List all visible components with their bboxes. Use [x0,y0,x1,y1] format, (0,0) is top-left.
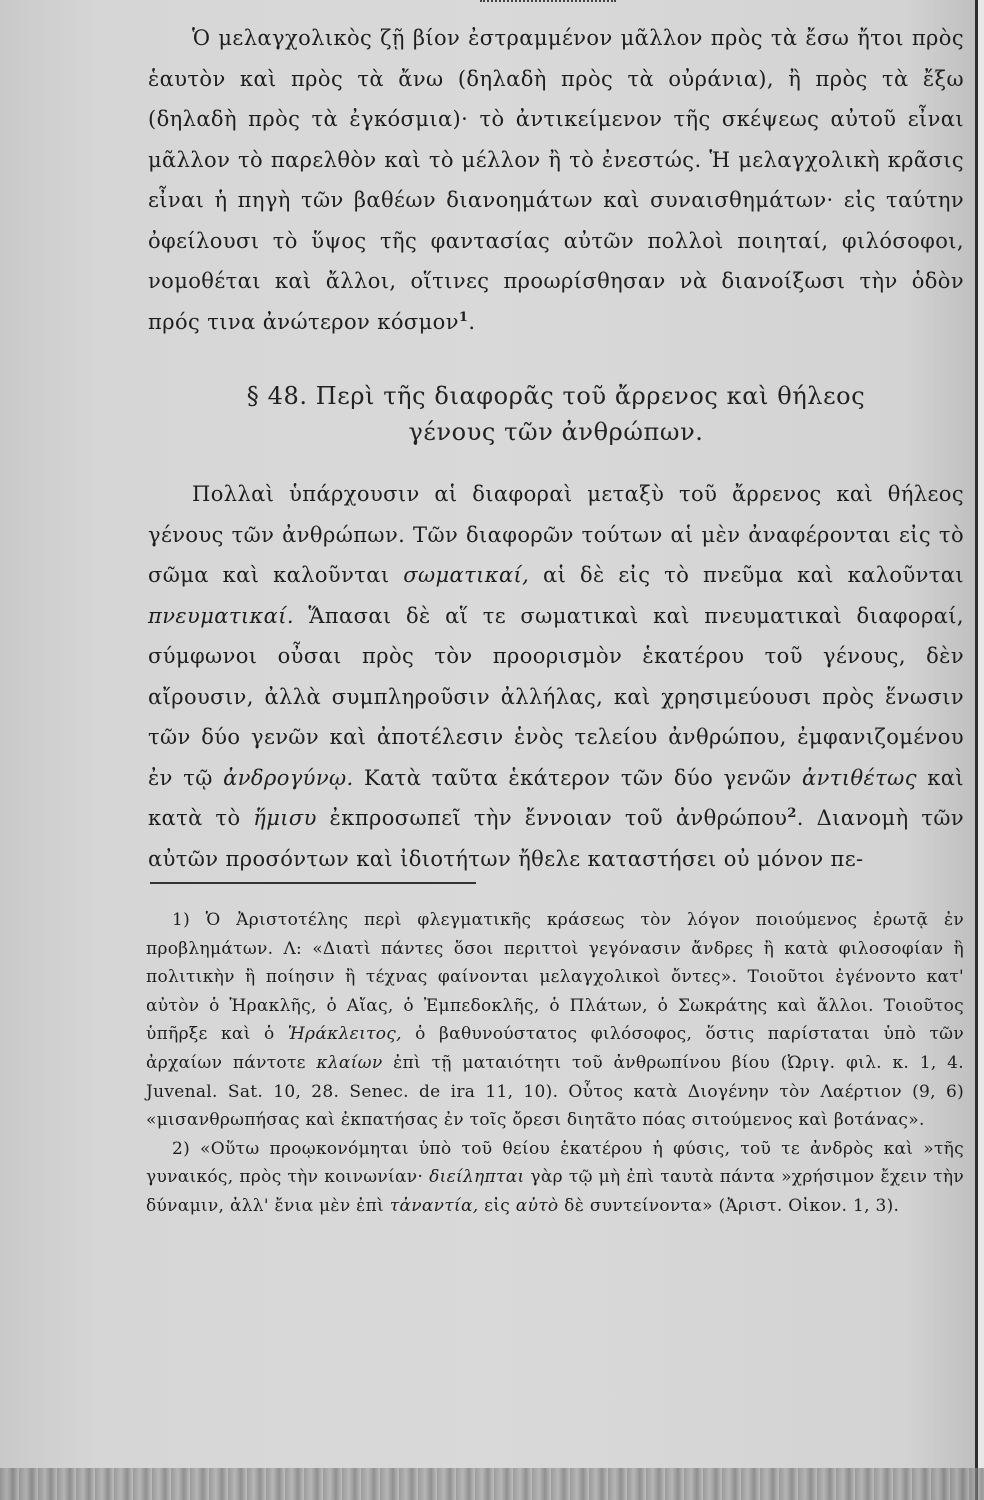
footnotes [146,906,964,1221]
footnote-emphasis: αὐτὸ [515,1195,559,1216]
emphasis-spiritual: πνευματικαί. [148,603,294,628]
binding-shadow [975,0,978,1500]
footnote-ref-1: 1 [458,309,469,325]
footnote-text: ἐπὶ τῇ ματαιότητι τοῦ ἀνθρωπίνου βίου (Ὠριγ. φιλ. κ. 1, 4. Juvenal. Sat. 10, 28. Senec. de ira 11, 10). Οὗτος κατὰ Διογένην τὸν Λαέρτιον (9, 6) «μισανθρωπήσας καὶ ἐκπατήσας ἐν τοῖς ὄρεσι διητᾶτο πόας σιτούμενος καὶ βοτάνας». [146,1052,964,1131]
text-run: Κατὰ ταῦτα ἑκάτερον τῶν δύο γενῶν [364,765,792,790]
footnote-separator [150,882,476,884]
footnote-emphasis: τἀναντία, [389,1195,479,1216]
text-run: Πολλαὶ ὑπάρχουσιν αἱ διαφοραὶ μεταξὺ τοῦ ἄρρενος καὶ θήλεος γένους τῶν ἀνθρώπων. Τῶν διαφορῶν τούτων αἱ μὲν ἀναφέρονται εἰς τὸ σῶμα καὶ καλοῦνται [148,482,964,587]
text-run: ἐκπροσωπεῖ τὴν ἔννοιαν τοῦ ἀνθρώπου [329,806,788,830]
paragraph-text: Ὁ μελαγχολικὸς ζῇ βίον ἐστραμμένον μᾶλλον πρὸς τὰ ἔσω ἤτοι πρὸς ἑαυτὸν καὶ πρὸς τὰ ἄνω (δηλαδὴ πρὸς τὰ οὐράνια), ἢ πρὸς τὰ ἔξω (δηλαδὴ πρὸς τὰ ἐγκόσμια)· τὸ ἀντικείμενον τῆς σκέψεως αὐτοῦ εἶναι μᾶλλον τὸ παρελθὸν καὶ τὸ μέλλον ἢ τὸ ἐνεστώς. Ἡ μελαγχολικὴ κρᾶσις εἶναι ἡ πηγὴ τῶν βαθέων διανοημάτων καὶ συναισθημάτων· εἰς ταύτην ὀφείλουσι τὸ ὕψος τῆς φαντασίας αὐτῶν πολλοὶ ποιηταί, φιλόσοφοι, νομοθέται καὶ ἄλλοι, οἵτινες προωρίσθησαν νὰ διανοίξωσι τὴν ὁδὸν πρός τινα ἀνώτερον κόσμον [148,26,964,334]
section-heading [148,378,964,450]
footnote-emphasis: Ἡράκλειτος, [287,1024,402,1045]
footnote-text: γὰρ τῷ μὴ ἐπὶ ταυτὰ πάντα »χρήσιμον ἔχειν τὴν δύναμιν, ἀλλ' ἔνια μὲν ἐπὶ [146,1167,964,1216]
footnote-ref-2: 2 [787,806,797,821]
page-bottom-edge [0,1468,984,1500]
emphasis-opposite: ἀντιθέτως [802,765,917,790]
footnote-text: 2) «Οὕτω προῳκονόμηται ὑπὸ τοῦ θείου ἑκατέρου ἡ φύσις, τοῦ τε ἀνδρὸς καὶ »τῆς γυναικός, πρὸς τὴν κοινωνίαν· [146,1138,964,1188]
footnote-emphasis: διείληπται [429,1167,525,1188]
emphasis-androgyne: ἀνδρογύνῳ. [223,765,354,790]
footnote-2 [146,1135,964,1221]
paragraph-gender-differences [148,474,964,879]
text-run: καὶ κατὰ τὸ [148,765,965,830]
section-heading-line-1: § 48. Περὶ τῆς διαφορᾶς τοῦ ἄρρενος καὶ θήλεος [246,382,866,410]
paragraph-melancholic: Ὁ μελαγχολικὸς ζῇ βίον ἐστραμμένον μᾶλλον πρὸς τὰ ἔσω ἤτοι πρὸς ἑαυτὸν καὶ πρὸς τὰ ἄνω (δηλαδὴ πρὸς τὰ οὐράνια), ἢ πρὸς τὰ ἔξω (δηλαδὴ πρὸς τὰ ἐγκόσμια)· τὸ ἀντικείμενον τῆς σκέψεως αὐτοῦ εἶναι μᾶλλον τὸ παρελθὸν καὶ τὸ μέλλον ἢ τὸ ἐνεστώς. Ἡ μελαγχολικὴ κρᾶσις εἶναι ἡ πηγὴ τῶν βαθέων διανοημάτων καὶ συναισθημάτων· εἰς ταύτην ὀφείλουσι τὸ ὕψος τῆς φαντασίας αὐτῶν πολλοὶ ποιηταί, φιλόσοφοι, νομοθέται καὶ ἄλλοι, οἵτινες προωρίσθησαν νὰ διανοίξωσι τὴν ὁδὸν πρός τινα ἀνώτερον κόσμον$^1$. [148,26,964,334]
emphasis-somatic: σωματικαί, [403,563,530,587]
page-edge [978,0,984,1500]
text-run: . Διανομὴ τῶν αὐτῶν προσόντων καὶ ἰδιοτήτων ἤθελε καταστήσει οὐ μόνον πε- [148,806,965,871]
footnote-text: δὲ συντείνοντα» (Ἀριστ. Οἰκον. 1, 3). [564,1195,900,1216]
footnote-text: ὁ βαθυνούστατος φιλόσοφος, ὅστις παρίσταται ὑπὸ τῶν ἀρχαίων πάντοτε [146,1024,964,1073]
footnote-text: εἰς [484,1195,511,1216]
text-run: Ἅπασαι δὲ αἵ τε σωματικαὶ καὶ πνευματικαὶ διαφοραί, σύμφωνοι οὖσαι πρὸς τὸν προορισμὸν ἑκατέρου τοῦ γένους, δὲν αἴρουσιν, ἀλλὰ συμπληροῦσιν ἀλλήλας, καὶ χρησιμεύουσι πρὸς ἕνωσιν τῶν δύο γενῶν καὶ ἀποτέλεσιν ἑνὸς τελείου ἀνθρώπου, ἐμφανιζομένου ἐν τῷ [148,603,964,790]
emphasis-half: ἥμισυ [253,806,317,830]
footnote-1 [146,906,964,1135]
text-run: αἱ δὲ εἰς τὸ πνεῦμα καὶ καλοῦνται [543,563,965,587]
top-dotted-rule [480,0,616,2]
footnote-emphasis: κλαίων [316,1052,383,1073]
footnote-text: 1) Ὁ Ἀριστοτέλης περὶ φλεγματικῆς κράσεως τὸν λόγον ποιούμενος ἐρωτᾷ ἐν προβλημάτων. Λ: «Διατὶ πάντες ὅσοι περιττοὶ γεγόνασιν ἄνδρες ἢ κατὰ φιλοσοφίαν ἢ πολιτικὴν ἢ ποίησιν ἢ τέχνας φαίνονται μελαγχολικοὶ ὄντες». Τοιοῦτοι ἐγένοντο κατ' αὐτὸν ὁ Ἡρακλῆς, ὁ Αἴας, ὁ Ἐμπεδοκλῆς, ὁ Πλάτων, ὁ Σωκράτης καὶ ἄλλοι. Τοιοῦτος ὑπῆρξε καὶ ὁ [146,910,964,1045]
section-heading-line-2: γένους τῶν ἀνθρώπων. [408,418,704,446]
